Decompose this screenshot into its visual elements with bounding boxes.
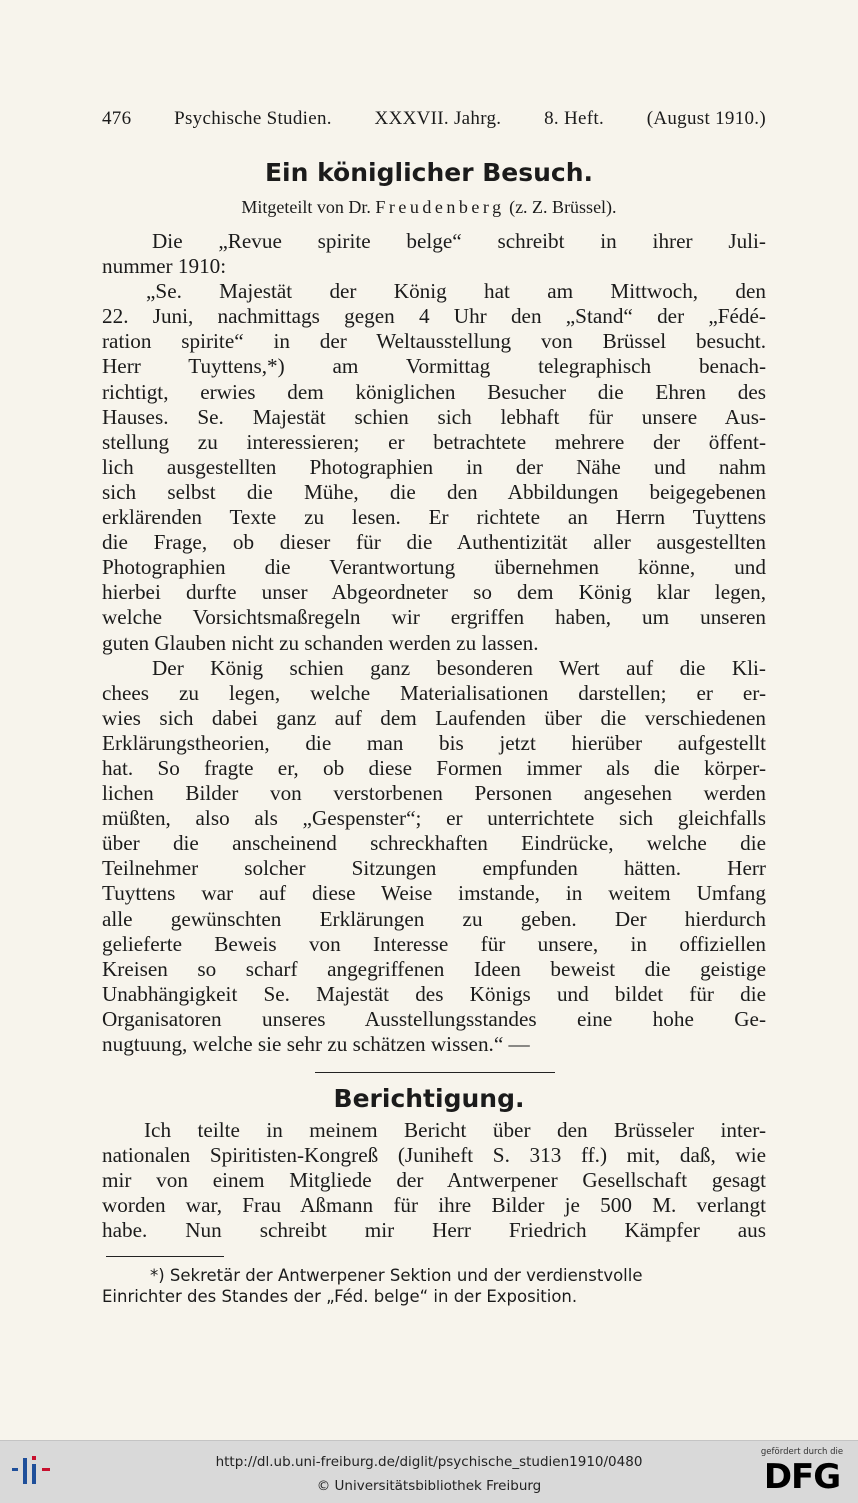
text-line: richtigt, erwies dem königlichen Besucher die Ehren des — [102, 379, 766, 404]
text-line: Erklärungstheorien, die man bis jetzt hierüber aufgestellt — [102, 730, 766, 755]
dfg-logo[interactable]: DFG — [763, 1457, 841, 1497]
footnote — [102, 1265, 774, 1307]
text-line: sich selbst die Mühe, die den Abbildungen beigegebenen — [102, 479, 766, 504]
footnote-line: Einrichter des Standes der „Féd. belge“ in der Exposition. — [102, 1287, 578, 1306]
text-line: die Frage, ob dieser für die Authentizität aller ausgestellten — [102, 530, 766, 555]
text-line: lichen Bilder von verstorbenen Personen angesehen werden — [102, 781, 766, 806]
journal-issue: 8. Heft. — [544, 108, 604, 129]
text-line: Hauses. Se. Majestät schien sich lebhaft für unsere Aus- — [102, 404, 766, 429]
text-line: Photographien die Verantwortung übernehmen könne, und — [102, 555, 766, 580]
footnote-divider — [106, 1256, 224, 1257]
text-line: „Se. Majestät der König hat am Mittwoch, den — [146, 279, 766, 304]
text-line: Herr Tuyttens,*) am Vormittag telegraphisch benach- — [102, 354, 766, 379]
text-line: Kreisen so scharf angegriffenen Ideen beweist die geistige — [102, 956, 766, 981]
text-line: stellung zu interessieren; er betrachtete mehrere der öffent- — [102, 429, 766, 454]
text-line: erklärenden Texte zu lesen. Er richtete an Herrn Tuyttens — [102, 505, 766, 530]
section-body — [102, 1118, 766, 1243]
section-title: Berichtigung. — [333, 1084, 525, 1113]
journal-name: Psychische Studien. — [174, 108, 332, 129]
text-line: nationalen Spiritisten-Kongreß (Juniheft S. 313 ff.) mit, daß, wie — [102, 1143, 766, 1168]
text-line: hat. So fragte er, ob diese Formen immer als die körper- — [102, 755, 766, 780]
text-line: gelieferte Beweis von Interesse für unsere, in offiziellen — [102, 931, 766, 956]
section-divider — [315, 1072, 555, 1073]
byline-author: Freudenberg — [375, 197, 505, 217]
text-line: nugtuung, welche sie sehr zu schätzen wissen.“ — — [102, 1032, 530, 1056]
text-line: nummer 1910: — [102, 254, 227, 279]
byline-prefix: Mitgeteilt von Dr. — [241, 197, 371, 217]
text-line: worden war, Frau Aßmann für ihre Bilder je 500 M. verlangt — [102, 1193, 766, 1218]
page-number: 476 — [102, 108, 132, 129]
text-line: über die anscheinend schreckhaften Eindrücke, welche die — [102, 831, 766, 856]
footnote-line: *) Sekretär der Antwerpener Sektion und der verdienstvolle — [150, 1266, 643, 1285]
journal-volume: XXXVII. Jahrg. — [374, 108, 502, 129]
text-line: welche Vorsichtsmaßregeln wir ergriffen haben, um unseren — [102, 605, 766, 630]
text-line: guten Glauben nicht zu schanden werden zu lassen. — [102, 630, 539, 655]
text-line: mir von einem Mitgliede der Antwerpener Gesellschaft gesagt — [102, 1168, 766, 1193]
running-header — [102, 108, 766, 130]
text-line: Teilnehmer solcher Sitzungen empfunden hätten. Herr — [102, 856, 766, 881]
text-line: alle gewünschten Erklärungen zu geben. Der hierdurch — [102, 906, 766, 931]
text-line: lich ausgestellten Photographien in der Nähe und nahm — [102, 454, 766, 479]
page-url-link[interactable]: http://dl.ub.uni-freiburg.de/diglit/psychische_studien1910/0480 — [215, 1454, 643, 1470]
text-line: habe. Nun schreibt mir Herr Friedrich Kämpfer aus — [102, 1218, 766, 1243]
text-line: müßten, also als „Gespenster“; er unterrichtete sich gleichfalls — [102, 806, 766, 831]
text-line: hierbei durfte unser Abgeordneter so dem König klar legen, — [102, 580, 766, 605]
text-line: Organisatoren unseres Ausstellungsstandes eine hohe Ge- — [102, 1006, 766, 1031]
text-line: Unabhängigkeit Se. Majestät des Königs und bildet für die — [102, 981, 766, 1006]
text-line: Der König schien ganz besonderen Wert auf die Kli- — [152, 655, 766, 680]
text-line: Tuyttens war auf diese Weise imstande, in weitem Umfang — [102, 881, 766, 906]
text-line: Ich teilte in meinem Bericht über den Brüsseler inter- — [144, 1118, 766, 1142]
journal-date: (August 1910.) — [646, 108, 766, 129]
text-line: Die „Revue spirite belge“ schreibt in ihrer Juli- — [152, 229, 766, 253]
byline-suffix: (z. Z. Brüssel). — [509, 197, 617, 217]
text-line: chees zu legen, welche Materialisationen darstellen; er er- — [102, 680, 766, 705]
funding-note: gefördert durch die — [760, 1447, 844, 1457]
article-title: Ein königlicher Besuch. — [264, 158, 594, 187]
text-line: wies sich dabei ganz auf dem Laufenden über die verschiedenen — [102, 705, 766, 730]
text-line: ration spirite“ in der Weltausstellung von Brüssel besucht. — [102, 329, 766, 354]
copyright-notice: © Universitätsbibliothek Freiburg — [316, 1478, 542, 1494]
article-body — [102, 229, 766, 1057]
text-line: 22. Juni, nachmittags gegen 4 Uhr den „Stand“ der „Fédé- — [102, 304, 766, 329]
article-byline — [0, 197, 858, 218]
